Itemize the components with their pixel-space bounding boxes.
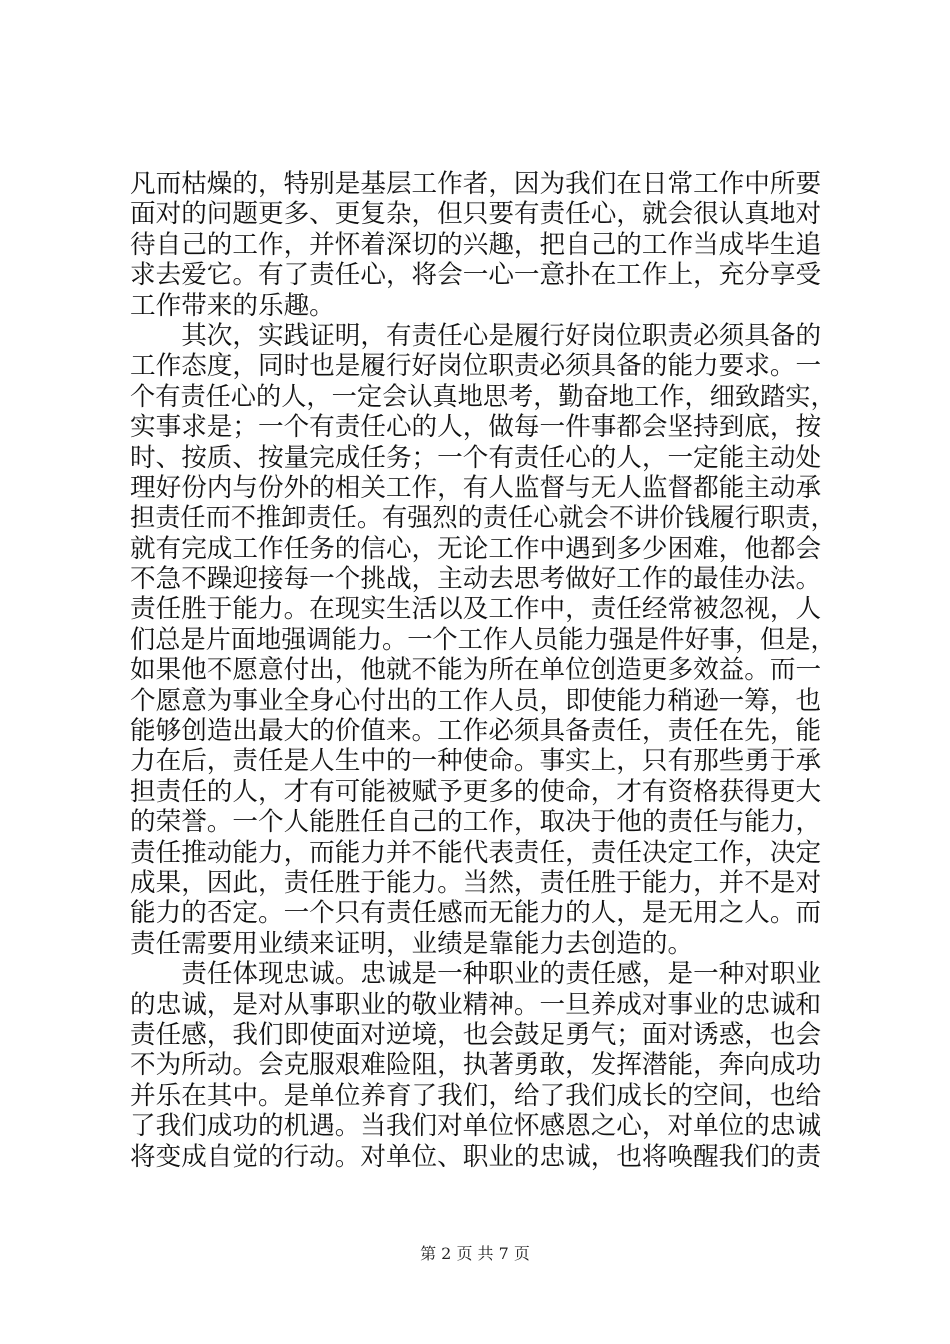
text-line: 责任胜于能力。在现实生活以及工作中，责任经常被忽视，人	[130, 594, 822, 625]
text-line: 时、按质、按量完成任务；一个有责任心的人，一定能主动处	[130, 442, 822, 473]
text-line: 担责任而不推卸责任。有强烈的责任心就会不讲价钱履行职责，	[130, 503, 836, 534]
text-line: 责任体现忠诚。忠诚是一种职业的责任感，是一种对职业	[130, 959, 822, 990]
text-line: 责任需要用业绩来证明，业绩是靠能力去创造的。	[130, 928, 694, 959]
text-line: 能力的否定。一个只有责任感而无能力的人，是无用之人。而	[130, 898, 822, 929]
text-line: 如果他不愿意付出，他就不能为所在单位创造更多效益。而一	[130, 655, 822, 686]
text-line: 不为所动。会克服艰难险阻，执著勇敢，发挥潜能，奔向成功	[130, 1050, 822, 1081]
text-line: 的忠诚，是对从事职业的敬业精神。一旦养成对事业的忠诚和	[130, 989, 822, 1020]
text-line: 理好份内与份外的相关工作，有人监督与无人监督都能主动承	[130, 472, 822, 503]
text-line: 实事求是；一个有责任心的人，做每一件事都会坚持到底，按	[130, 412, 822, 443]
text-line: 工作态度，同时也是履行好岗位职责必须具备的能力要求。一	[130, 351, 822, 382]
text-line: 力在后，责任是人生中的一种使命。事实上，只有那些勇于承	[130, 746, 822, 777]
text-line: 其次，实践证明，有责任心是履行好岗位职责必须具备的	[130, 320, 822, 351]
text-line: 待自己的工作，并怀着深切的兴趣，把自己的工作当成毕生追	[130, 229, 822, 260]
text-line: 个有责任心的人，一定会认真地思考，勤奋地工作，细致踏实，	[130, 381, 836, 412]
text-line: 求去爱它。有了责任心，将会一心一意扑在工作上，充分享受	[130, 260, 822, 291]
text-line: 凡而枯燥的，特别是基层工作者，因为我们在日常工作中所要	[130, 169, 822, 199]
text-line: 们总是片面地强调能力。一个工作人员能力强是件好事，但是，	[130, 624, 836, 655]
text-line: 面对的问题更多、更复杂，但只要有责任心，就会很认真地对	[130, 199, 822, 230]
text-line: 责任推动能力，而能力并不能代表责任，责任决定工作，决定	[130, 837, 822, 868]
body-text	[130, 169, 836, 1172]
page-number-footer: 第 2 页 共 7 页	[420, 1244, 530, 1263]
text-line: 担责任的人，才有可能被赋予更多的使命，才有资格获得更大	[130, 776, 822, 807]
text-line: 个愿意为事业全身心付出的工作人员，即使能力稍逊一筹，也	[130, 685, 822, 716]
text-line: 责任感，我们即使面对逆境，也会鼓足勇气；面对诱惑，也会	[130, 1019, 822, 1050]
text-line: 不急不躁迎接每一个挑战，主动去思考做好工作的最佳办法。	[130, 564, 822, 595]
text-line: 工作带来的乐趣。	[130, 290, 335, 321]
text-line: 将变成自觉的行动。对单位、职业的忠诚，也将唤醒我们的责	[130, 1141, 822, 1172]
text-line: 了我们成功的机遇。当我们对单位怀感恩之心，对单位的忠诚	[130, 1111, 822, 1142]
text-line: 的荣誉。一个人能胜任自己的工作，取决于他的责任与能力，	[130, 807, 822, 838]
text-line: 成果，因此，责任胜于能力。当然，责任胜于能力，并不是对	[130, 867, 822, 898]
text-line: 就有完成工作任务的信心，无论工作中遇到多少困难，他都会	[130, 533, 822, 564]
text-line: 能够创造出最大的价值来。工作必须具备责任，责任在先，能	[130, 716, 822, 747]
text-line: 并乐在其中。是单位养育了我们，给了我们成长的空间，也给	[130, 1080, 822, 1111]
